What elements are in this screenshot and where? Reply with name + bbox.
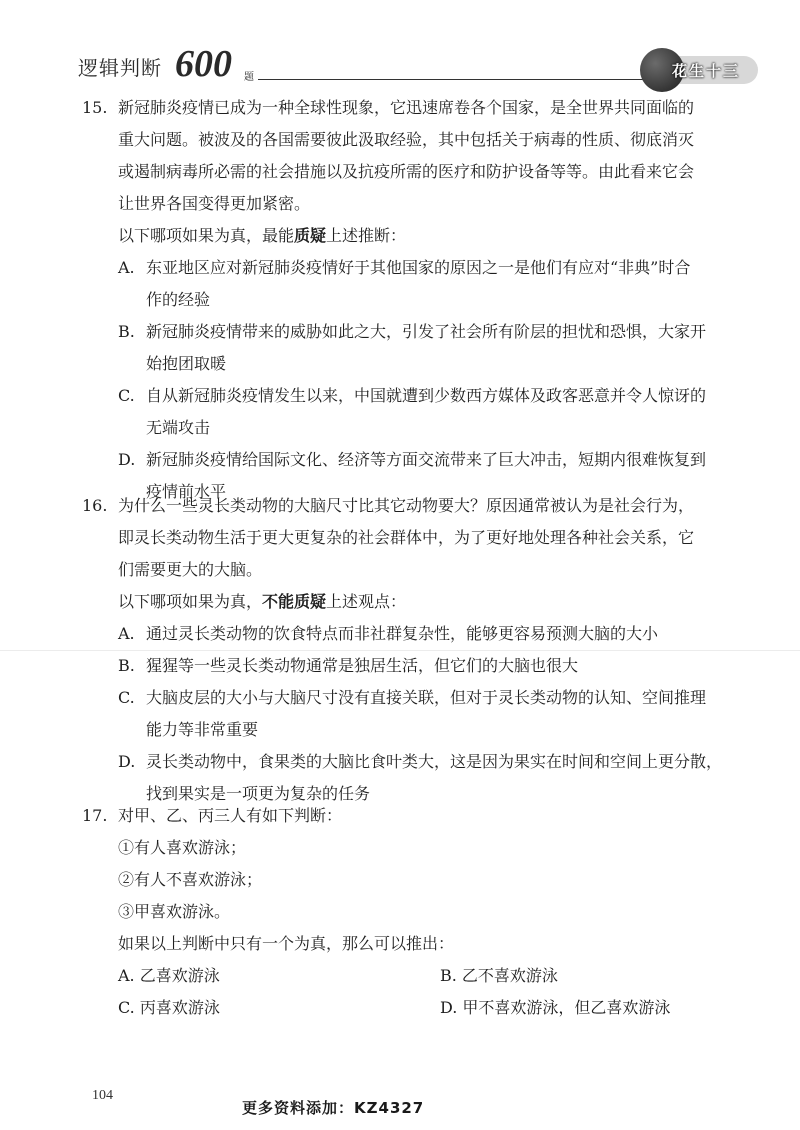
option-c-cont: 无端攻击 bbox=[146, 418, 211, 437]
option-d[interactable]: D. 灵长类动物中，食果类的大脑比食叶类大，这是因为果实在时间和空间上更分散， bbox=[118, 752, 723, 771]
stem-line: 让世界各国变得更加紧密。 bbox=[118, 194, 311, 213]
option-c[interactable]: C. 大脑皮层的大小与大脑尺寸没有直接关联，但对于灵长类动物的认知、空间推理 bbox=[118, 688, 707, 707]
book-title-suffix: 题 bbox=[244, 72, 254, 83]
stem-line: 重大问题。被波及的各国需要彼此汲取经验，其中包括关于病毒的性质、彻底消灭 bbox=[118, 130, 695, 149]
stem-line: 为什么一些灵长类动物的大脑尺寸比其它动物要大？原因通常被认为是社会行为， bbox=[118, 496, 695, 515]
option-d-cont: 找到果实是一项更为复杂的任务 bbox=[146, 784, 371, 803]
stem-line: 对甲、乙、丙三人有如下判断： bbox=[118, 806, 343, 825]
brand-name: 花生十三 bbox=[672, 62, 741, 80]
option-b[interactable]: B. 猩猩等一些灵长类动物通常是独居生活，但它们的大脑也很大 bbox=[118, 656, 579, 675]
footer-note: 更多资料添加：KZ4327 bbox=[242, 1099, 425, 1117]
question-prompt: 如果以上判断中只有一个为真，那么可以推出： bbox=[118, 934, 455, 953]
book-title-number: 600 bbox=[175, 43, 232, 85]
question-prompt: 以下哪项如果为真，最能质疑上述推断： bbox=[118, 226, 407, 245]
option-d[interactable]: D. 新冠肺炎疫情给国际文化、经济等方面交流带来了巨大冲击，短期内很难恢复到 bbox=[118, 450, 707, 469]
page-number: 104 bbox=[92, 1088, 113, 1103]
question-15 bbox=[82, 92, 732, 508]
page-header bbox=[78, 44, 758, 90]
question-number: 15. bbox=[82, 98, 108, 117]
option-a[interactable]: A. 东亚地区应对新冠肺炎疫情好于其他国家的原因之一是他们有应对“非典”时合 bbox=[118, 258, 691, 277]
option-c-cont: 能力等非常重要 bbox=[146, 720, 259, 739]
question-17 bbox=[82, 800, 732, 1024]
statement-3: ③甲喜欢游泳。 bbox=[118, 902, 231, 921]
brand-badge bbox=[646, 56, 758, 84]
option-c[interactable]: C. 丙喜欢游泳 bbox=[118, 998, 220, 1017]
question-16 bbox=[82, 490, 732, 810]
question-number: 17. bbox=[82, 806, 108, 825]
options-row-1 bbox=[82, 960, 732, 992]
prompt-emphasis: 质疑 bbox=[294, 226, 327, 245]
stem-line: 或遏制病毒所必需的社会措施以及抗疫所需的医疗和防护设备等等。由此看来它会 bbox=[118, 162, 695, 181]
stem-line: 即灵长类动物生活于更大更复杂的社会群体中，为了更好地处理各种社会关系，它 bbox=[118, 528, 695, 547]
option-b[interactable]: B. 乙不喜欢游泳 bbox=[440, 966, 558, 985]
options-row-2 bbox=[82, 992, 732, 1024]
question-prompt: 以下哪项如果为真，不能质疑上述观点： bbox=[118, 592, 407, 611]
question-number: 16. bbox=[82, 496, 108, 515]
stem-line: 们需要更大的大脑。 bbox=[118, 560, 263, 579]
option-a-cont: 作的经验 bbox=[146, 290, 211, 309]
option-a[interactable]: A. 乙喜欢游泳 bbox=[118, 966, 220, 985]
option-b-cont: 始抱团取暖 bbox=[146, 354, 227, 373]
statement-1: ①有人喜欢游泳； bbox=[118, 838, 247, 857]
option-b[interactable]: B. 新冠肺炎疫情带来的威胁如此之大，引发了社会所有阶层的担忧和恐惧，大家开 bbox=[118, 322, 707, 341]
option-d[interactable]: D. 甲不喜欢游泳，但乙喜欢游泳 bbox=[440, 998, 671, 1017]
option-c[interactable]: C. 自从新冠肺炎疫情发生以来，中国就遭到少数西方媒体及政客恶意并令人惊讶的 bbox=[118, 386, 707, 405]
statement-2: ②有人不喜欢游泳； bbox=[118, 870, 263, 889]
option-d-cont: 疫情前水平 bbox=[146, 482, 227, 501]
stem-line: 新冠肺炎疫情已成为一种全球性现象，它迅速席卷各个国家，是全世界共同面临的 bbox=[118, 98, 695, 117]
option-a[interactable]: A. 通过灵长类动物的饮食特点而非社群复杂性，能够更容易预测大脑的大小 bbox=[118, 624, 659, 643]
prompt-emphasis: 不能质疑 bbox=[262, 592, 327, 611]
book-title: 逻辑判断 bbox=[78, 56, 162, 80]
